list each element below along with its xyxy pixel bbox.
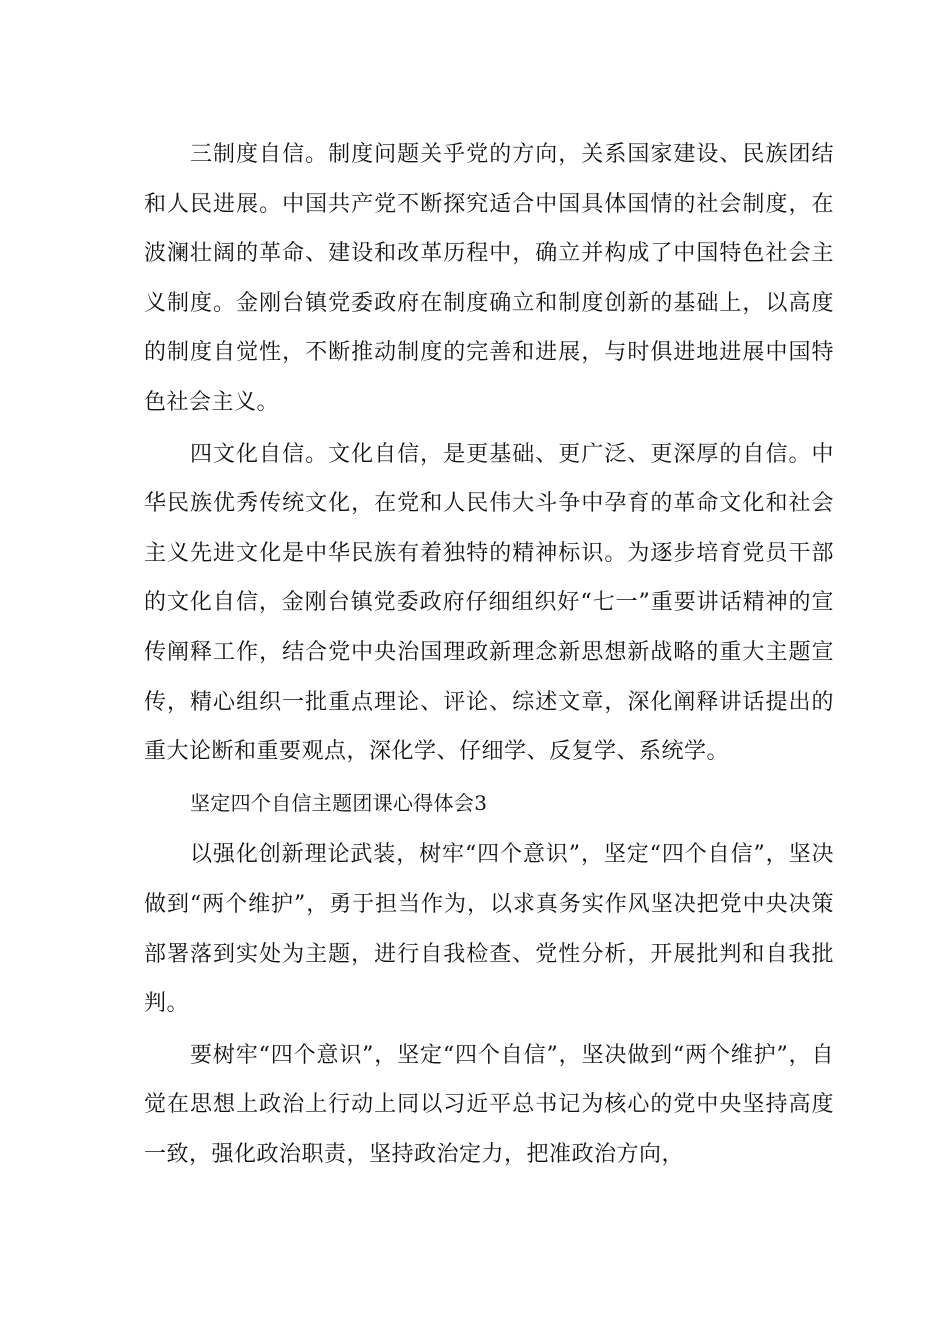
document-body bbox=[144, 130, 834, 1181]
section-heading: 坚定四个自信主题团课心得体会3 bbox=[190, 790, 488, 815]
paragraph-system-confidence: 三制度自信。制度问题关乎党的方向，关系国家建设、民族团结和人民进展。中国共产党不断探究适合中国具体国情的社会制度，在波澜壮阔的革命、建设和改革历程中，确立并构成了中国特色社会主义制度。金刚台镇党委政府在制度确立和制度创新的基础上，以高度的制度自觉性，不断推动制度的完善和进展，与时俱进地进展中国特色社会主义。 bbox=[144, 142, 834, 415]
paragraph-theme: 以强化创新理论武装，树牢“四个意识”，坚定“四个自信”，坚决做到“两个维护”，勇于担当作为，以求真务实作风坚决把党中央决策部署落到实处为主题，进行自我检查、党性分析，开展批判和自我批判。 bbox=[144, 842, 834, 1017]
paragraph-culture-confidence: 四文化自信。文化自信，是更基础、更广泛、更深厚的自信。中华民族优秀传统文化，在党和人民伟大斗争中孕育的革命文化和社会主义先进文化是中华民族有着独特的精神标识。为逐步培育党员干部的文化自信，金刚台镇党委政府仔细组织好“七一”重要讲话精神的宣传阐释工作，结合党中央治国理政新理念新思想新战略的重大主题宣传，精心组织一批重点理论、评论、综述文章，深化阐释讲话提出的重大论断和重要观点，深化学、仔细学、反复学、系统学。 bbox=[144, 441, 834, 765]
paragraph-four-consciousness: 要树牢“四个意识”，坚定“四个自信”，坚决做到“两个维护”，自觉在思想上政治上行动上同以习近平总书记为核心的党中央坚持高度一致，强化政治职责，坚持政治定力，把准政治方向， bbox=[144, 1042, 834, 1167]
